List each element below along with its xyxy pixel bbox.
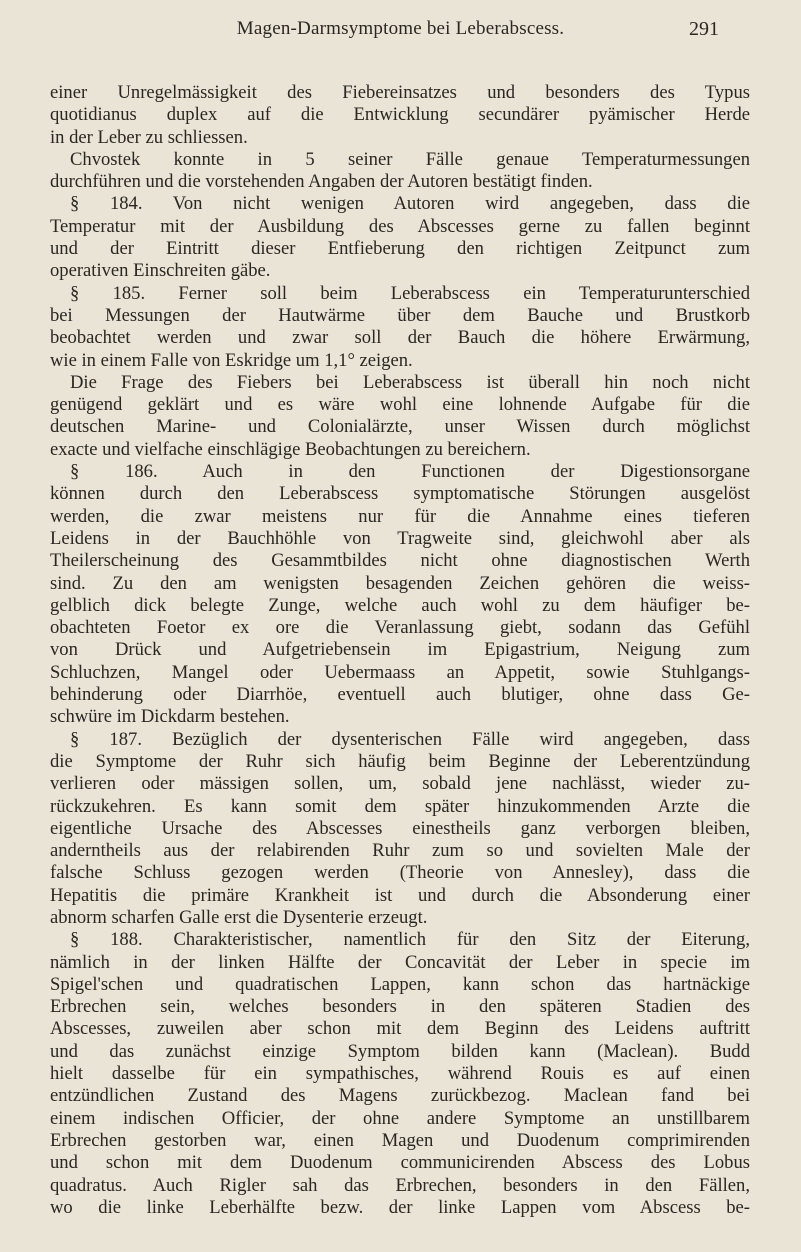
text-line: in der Leber zu schliessen. [50, 126, 248, 148]
text-line: Erbrechen sein, welches besonders in den späteren Stadien des [50, 996, 750, 1018]
text-line: wie in einem Falle von Eskridge um 1,1° zeigen. [50, 349, 413, 371]
text-line: § 184. Von nicht wenigen Autoren wird angegeben, dass die [70, 193, 750, 215]
text-line: quotidianus duplex auf die Entwicklung secundärer pyämischer Herde [50, 104, 750, 126]
text-line: Abscesses, zuweilen aber schon mit dem Beginn des Leidens auftritt [50, 1018, 750, 1040]
text-line: exacte und vielfache einschlägige Beobachtungen zu bereichern. [50, 438, 531, 460]
text-line: nämlich in der linken Hälfte der Concavität der Leber in specie im [50, 951, 750, 973]
text-line: entzündlichen Zustand des Magens zurückbezog. Maclean fand bei [50, 1085, 750, 1107]
text-line: einem indischen Officier, der ohne andere Symptome an unstillbarem [50, 1107, 750, 1129]
text-line: gelblich dick belegte Zunge, welche auch wohl zu dem häufiger be- [50, 594, 750, 616]
text-line: anderntheils aus der relabirenden Ruhr zum so und sovielten Male der [50, 840, 750, 862]
text-line: abnorm scharfen Galle erst die Dysenterie erzeugt. [50, 906, 428, 928]
text-line: Schluchzen, Mangel oder Uebermaass an Appetit, sowie Stuhlgangs- [50, 661, 750, 683]
text-line: werden, die zwar meistens nur für die Annahme eines tieferen [50, 505, 750, 527]
text-line: können durch den Leberabscess symptomatische Störungen ausgelöst [50, 483, 750, 505]
text-line: beobachtet werden und zwar soll der Bauch die höhere Erwärmung, [50, 327, 750, 349]
text-line: von Drück und Aufgetriebensein im Epigastrium, Neigung zum [50, 639, 750, 661]
text-line: durchführen und die vorstehenden Angaben der Autoren bestätigt finden. [50, 171, 593, 193]
text-line: einer Unregelmässigkeit des Fiebereinsatzes und besonders des Typus [50, 82, 750, 103]
text-line: hielt dasselbe für ein sympathisches, während Rouis es auf einen [50, 1063, 750, 1085]
text-line: falsche Schluss gezogen werden (Theorie von Annesley), dass die [50, 862, 750, 884]
text-line: Leidens in der Bauchhöhle von Tragweite sind, gleichwohl aber als [50, 527, 750, 549]
text-line: eigentliche Ursache des Abscesses einestheils ganz verborgen bleiben, [50, 817, 750, 839]
text-line: die Symptome der Ruhr sich häufig beim Beginne der Leberentzündung [50, 750, 750, 772]
text-line: genügend geklärt und es wäre wohl eine lohnende Aufgabe für die [50, 394, 750, 416]
text-line: und der Eintritt dieser Entfieberung den richtigen Zeitpunct zum [50, 238, 750, 260]
text-line: Spigel'schen und quadratischen Lappen, kann schon das hartnäckige [50, 973, 750, 995]
text-line: Chvostek konnte in 5 seiner Fälle genaue Temperaturmessungen [70, 148, 750, 170]
text-line: wo die linke Leberhälfte bezw. der linke Lappen vom Abscess be- [50, 1196, 750, 1218]
text-line: deutschen Marine- und Colonialärzte, unser Wissen durch möglichst [50, 416, 750, 438]
text-line: Die Frage des Fiebers bei Leberabscess ist überall hin noch nicht [70, 371, 750, 393]
text-line: verlieren oder mässigen sollen, um, sobald jene nachlässt, wieder zu- [50, 773, 750, 795]
text-line: quadratus. Auch Rigler sah das Erbrechen, besonders in den Fällen, [50, 1174, 750, 1196]
text-line: § 186. Auch in den Functionen der Digestionsorgane [70, 461, 750, 483]
text-line: obachteten Foetor ex ore die Veranlassung giebt, sodann das Gefühl [50, 617, 750, 639]
text-line: § 187. Bezüglich der dysenterischen Fälle wird angegeben, dass [70, 728, 750, 750]
text-line: § 188. Charakteristischer, namentlich für den Sitz der Eiterung, [70, 929, 750, 951]
text-line: Temperatur mit der Ausbildung des Abscesses gerne zu fallen beginnt [50, 215, 750, 237]
text-line: bei Messungen der Hautwärme über dem Bauche und Brustkorb [50, 304, 750, 326]
text-line: § 185. Ferner soll beim Leberabscess ein Temperaturunterschied [70, 282, 750, 304]
text-line: und das zunächst einzige Symptom bilden kann (Maclean). Budd [50, 1040, 750, 1062]
text-line: operativen Einschreiten gäbe. [50, 260, 271, 282]
page-number: 291 [689, 18, 719, 40]
text-line: rückzukehren. Es kann somit dem später hinzukommenden Arzte die [50, 795, 750, 817]
text-line: sind. Zu den am wenigsten besagenden Zeichen gehören die weiss- [50, 572, 750, 594]
text-line: Hepatitis die primäre Krankheit ist und durch die Absonderung einer [50, 884, 750, 906]
running-title: Magen-Darmsymptome bei Leberabscess. [236, 18, 565, 39]
text-line: Erbrechen gestorben war, einen Magen und Duodenum comprimirenden [50, 1129, 750, 1151]
text-line: schwüre im Dickdarm bestehen. [50, 706, 290, 728]
text-line: und schon mit dem Duodenum communicirenden Abscess des Lobus [50, 1152, 750, 1174]
page-header [0, 18, 801, 48]
body-text [50, 82, 750, 1219]
text-line: Theilerscheinung des Gesammtbildes nicht ohne diagnostischen Werth [50, 550, 750, 572]
text-line: behinderung oder Diarrhöe, eventuell auch blutiger, ohne dass Ge- [50, 684, 750, 706]
